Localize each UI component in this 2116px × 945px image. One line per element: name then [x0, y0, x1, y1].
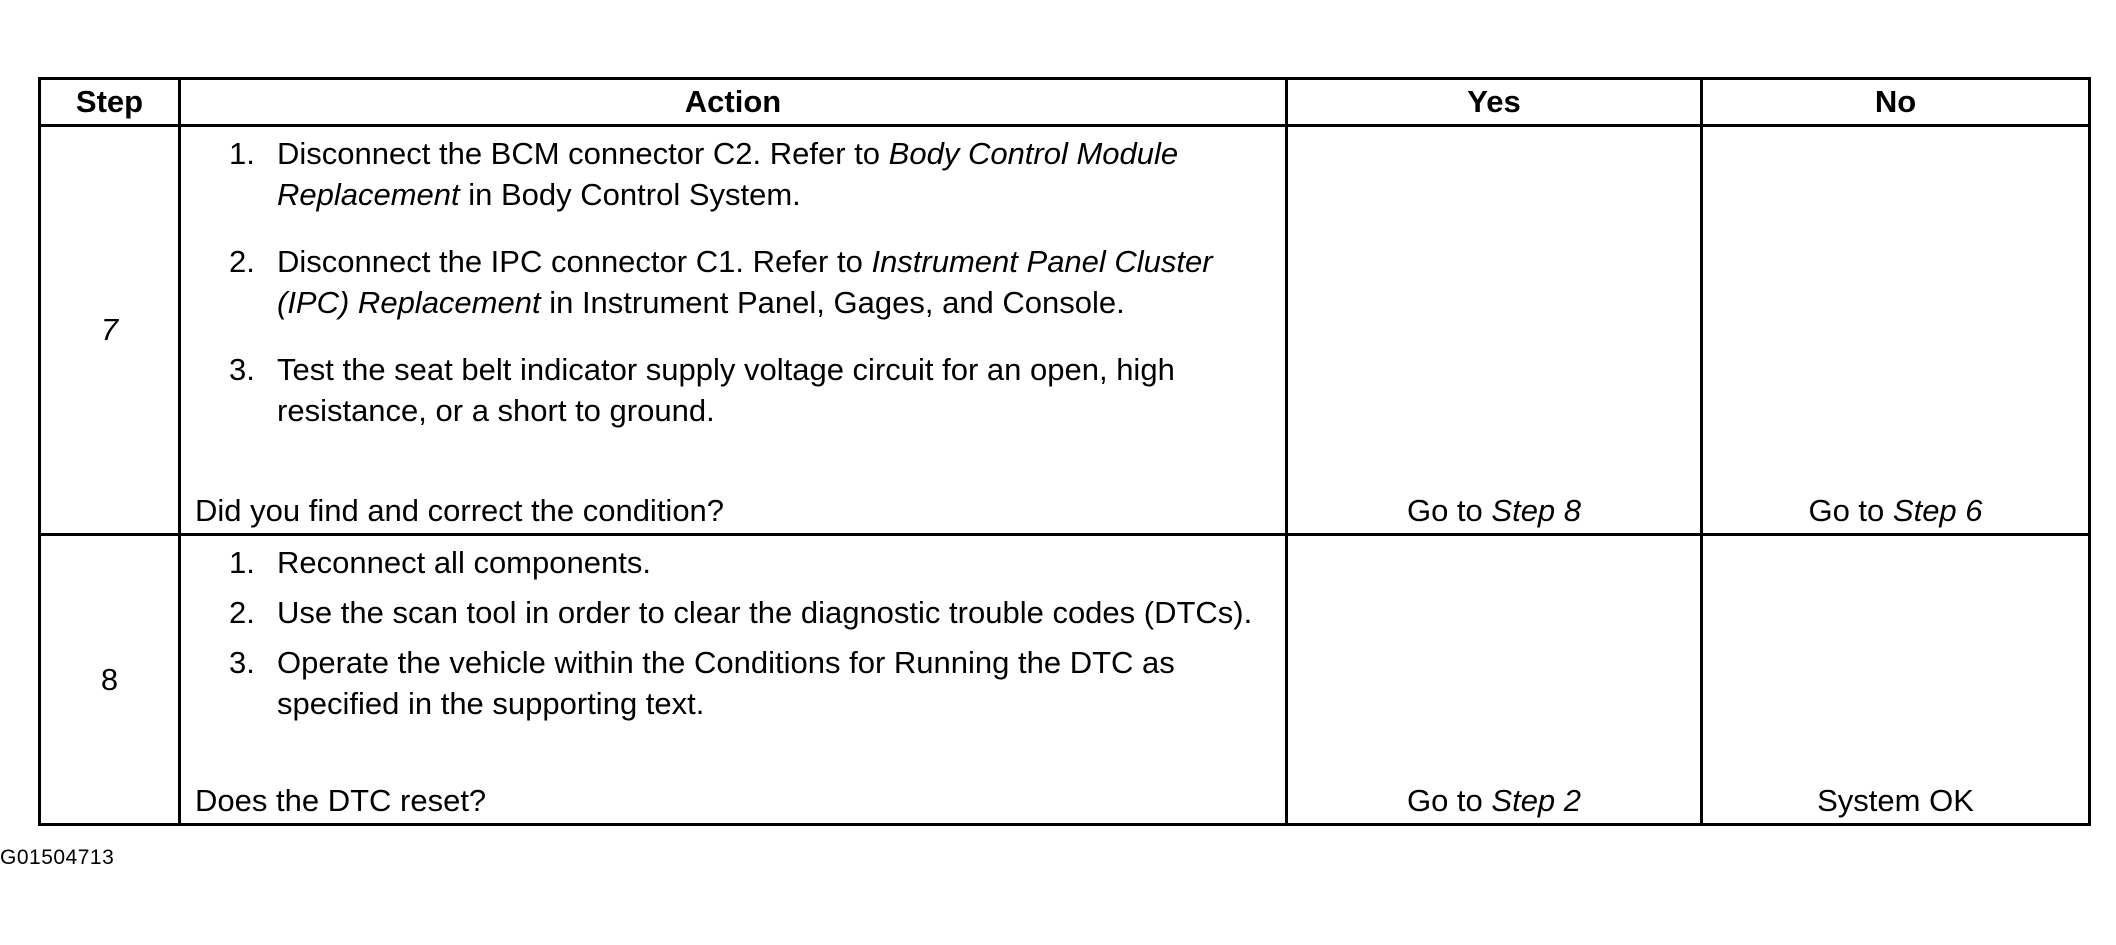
action-text: Reconnect all components.	[277, 545, 651, 580]
figure-id: G01504713	[0, 846, 115, 869]
no-answer	[1702, 781, 2090, 825]
table-row	[40, 535, 2090, 782]
table-header-row	[40, 79, 2090, 126]
step-number: 7	[40, 126, 180, 535]
no-blank	[1702, 126, 2090, 492]
list-item	[195, 542, 1275, 583]
step-reference: Step 8	[1491, 493, 1582, 528]
action-list	[195, 542, 1275, 724]
yes-blank	[1287, 126, 1702, 492]
action-text: in Body Control System.	[459, 177, 801, 212]
list-item-number: 3.	[229, 645, 255, 680]
header-no: No	[1702, 79, 2090, 126]
header-step: Step	[40, 79, 180, 126]
diagnostic-step-table	[38, 77, 2091, 826]
action-text: in Instrument Panel, Gages, and Console.	[540, 285, 1125, 320]
yes-answer	[1287, 781, 1702, 825]
answer-text: System OK	[1817, 783, 1974, 818]
answer-prefix: Go to	[1406, 493, 1492, 528]
action-text: Operate the vehicle within the Conditions for Running the DTC as specified in the supporting text.	[277, 645, 1175, 721]
action-cell	[180, 126, 1287, 492]
question-text: Did you find and correct the condition?	[180, 491, 1287, 535]
step-number: 8	[40, 535, 180, 825]
no-answer	[1702, 491, 2090, 535]
action-text: Disconnect the IPC connector C1. Refer to	[277, 244, 872, 279]
list-item-number: 1.	[229, 136, 255, 171]
action-list	[195, 133, 1275, 431]
list-item-number: 2.	[229, 595, 255, 630]
list-item-number: 1.	[229, 545, 255, 580]
answer-prefix: Go to	[1406, 783, 1492, 818]
action-text: Test the seat belt indicator supply voltage circuit for an open, high resistance, or a short to ground.	[277, 352, 1175, 428]
step-reference: Step 6	[1892, 493, 1983, 528]
answer-prefix: Go to	[1808, 493, 1893, 528]
list-item	[195, 133, 1275, 215]
header-action: Action	[180, 79, 1287, 126]
yes-answer	[1287, 491, 1702, 535]
action-text: Use the scan tool in order to clear the diagnostic trouble codes (DTCs).	[277, 595, 1253, 630]
list-item	[195, 592, 1275, 633]
reference-link: Body Control Module Replacement	[277, 136, 1179, 212]
reference-link: Instrument Panel Cluster (IPC) Replacement	[277, 244, 1213, 320]
list-item	[195, 349, 1275, 431]
table-row	[40, 491, 2090, 535]
no-blank	[1702, 535, 2090, 782]
step-reference: Step 2	[1491, 783, 1582, 818]
action-cell	[180, 535, 1287, 782]
list-item-number: 3.	[229, 352, 255, 387]
table-row	[40, 126, 2090, 492]
header-yes: Yes	[1287, 79, 1702, 126]
action-text: Disconnect the BCM connector C2. Refer to	[277, 136, 889, 171]
list-item	[195, 241, 1275, 323]
list-item-number: 2.	[229, 244, 255, 279]
table-row	[40, 781, 2090, 825]
question-text: Does the DTC reset?	[180, 781, 1287, 825]
yes-blank	[1287, 535, 1702, 782]
list-item	[195, 642, 1275, 724]
